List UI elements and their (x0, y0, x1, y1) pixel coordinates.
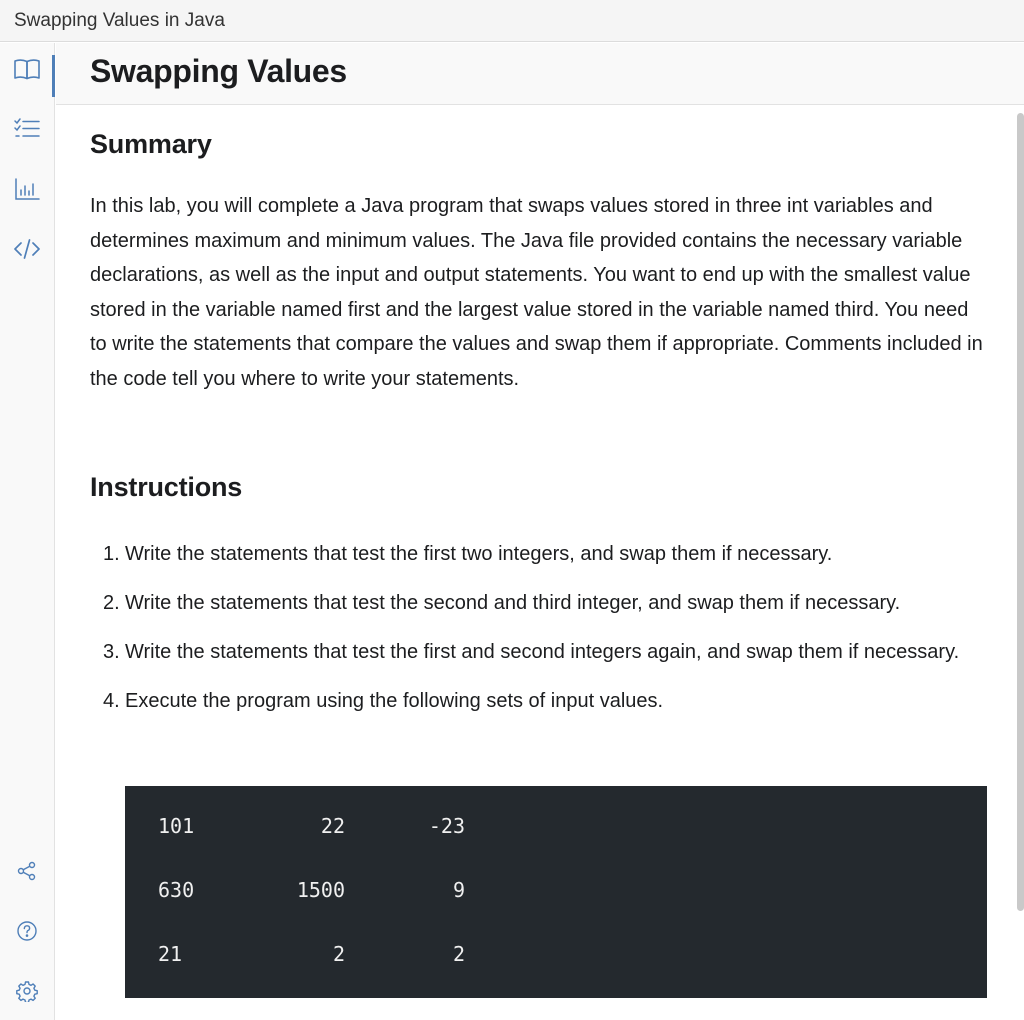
code-value: 630 (158, 878, 195, 902)
help-icon (16, 920, 38, 947)
code-value: 1500 (296, 878, 345, 902)
sidebar-item-stats[interactable] (0, 169, 54, 213)
code-value: -23 (428, 814, 465, 838)
summary-text: In this lab, you will complete a Java program that swaps values stored in three int variables and determines maximum and minimum values. The Java file provided contains the necessary variable declarations, as well as the input and output statements. You want to end up with the smallest value stored in the variable named first and the largest value stored in the variable named third. You need to write the statements that compare the values and swap them if appropriate. Comments included in the code tell you where to write your statements. (90, 195, 983, 390)
instructions-list (103, 535, 983, 731)
settings-icon (16, 980, 38, 1007)
step-text: Execute the program using the following sets of input values. (125, 690, 664, 712)
sidebar-item-instructions[interactable] (0, 49, 54, 93)
code-value: 22 (320, 814, 345, 838)
list-item (103, 535, 983, 574)
bar-chart-icon (13, 175, 41, 208)
code-value: 21 (158, 942, 183, 966)
step-text: Write the statements that test the second and third integer, and swap them if necessary. (125, 592, 901, 614)
step-number: 3. (103, 641, 120, 663)
instructions-heading: Instructions (90, 472, 243, 502)
step-number: 2. (103, 592, 120, 614)
step-text: Write the statements that test the first two integers, and swap them if necessary. (125, 543, 833, 565)
code-row (125, 878, 525, 908)
code-icon (13, 235, 41, 268)
list-item (103, 584, 983, 623)
sidebar-item-code[interactable] (0, 229, 54, 273)
share-button[interactable] (0, 851, 54, 895)
sidebar (0, 43, 55, 1020)
sidebar-item-tasks[interactable] (0, 109, 54, 153)
page-title: Swapping Values (90, 53, 347, 89)
share-icon (16, 860, 38, 887)
step-number: 1. (103, 543, 120, 565)
step-number: 4. (103, 690, 120, 712)
list-item (103, 682, 983, 721)
help-button[interactable] (0, 911, 54, 955)
content-scrollbar[interactable] (1017, 113, 1024, 911)
window-title: Swapping Values in Java (14, 9, 225, 31)
input-values-code-block (125, 786, 987, 998)
book-icon (13, 55, 41, 88)
code-value: 101 (158, 814, 195, 838)
list-item (103, 633, 983, 672)
page-header (56, 43, 1024, 105)
window-title-bar (0, 0, 1024, 42)
code-value: 9 (452, 878, 465, 902)
step-text: Write the statements that test the first and second integers again, and swap them if necessary. (125, 641, 960, 663)
checklist-icon (13, 115, 41, 148)
settings-button[interactable] (0, 971, 54, 1015)
code-row (125, 814, 525, 844)
summary-heading: Summary (90, 129, 212, 159)
code-value: 2 (452, 942, 465, 966)
code-row (125, 942, 525, 972)
code-value: 2 (332, 942, 345, 966)
